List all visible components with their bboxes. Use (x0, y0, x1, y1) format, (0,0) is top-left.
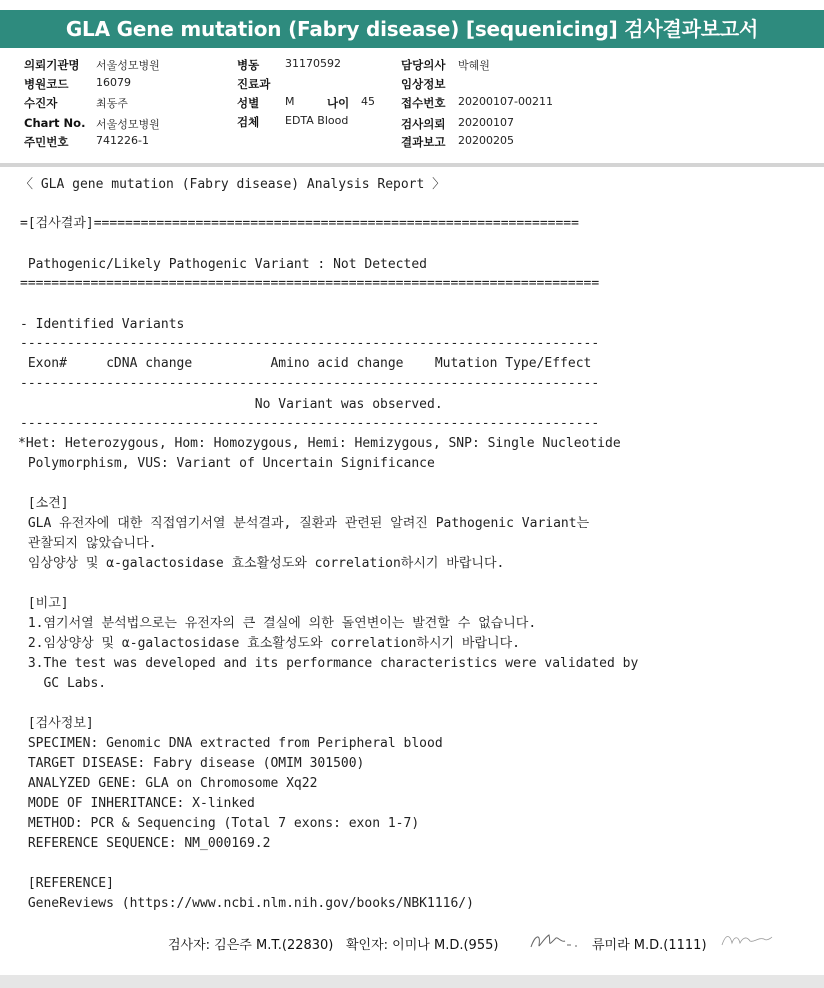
report-title: GLA Gene mutation (Fabry disease) [sequenicing] 검사결과보고서 (0, 10, 824, 48)
request-date-label: 검사의뢰 (401, 117, 446, 131)
institution-value: 서울성모병원 (96, 59, 160, 72)
chart-no-value: 서울성모병원 (96, 118, 160, 131)
ward-label: 병동 (237, 58, 260, 72)
test-info-item: ANALYZED GENE: GLA on Chromosome Xq22 (20, 776, 318, 791)
signature-scribble-1 (527, 929, 583, 953)
age-label: 나이 (327, 96, 350, 110)
confirmer-text: 확인자: 이미나 M.D.(955) (346, 938, 499, 953)
opinion-text: GLA 유전자에 대한 직접염기서열 분석결과, 질환과 관련된 알려진 Pathogenic Variant는 (20, 516, 590, 531)
hospital-code-label: 병원코드 (24, 77, 69, 91)
patient-name-value: 최동주 (96, 97, 128, 110)
signature-scribble-2 (718, 929, 774, 951)
abbreviation-note: *Het: Heterozygous, Hom: Homozygous, Hemi: Hemizygous, SNP: Single Nucleotide (18, 436, 621, 451)
report-date-label: 결과보고 (401, 135, 446, 149)
result-section-header: =[검사결과]============================================================== (20, 216, 579, 231)
clinical-info-label: 임상정보 (401, 77, 446, 91)
request-date-value: 20200107 (458, 116, 514, 129)
separator-line: -------------------------------------------------------------------------- (20, 376, 600, 391)
opinion-heading: [소견] (20, 496, 69, 511)
remark-item-cont: GC Labs. (20, 676, 107, 691)
physician-label: 담당의사 (401, 58, 446, 72)
examiner-text: 검사자: 김은주 M.T.(22830) (168, 938, 334, 953)
accession-no-label: 접수번호 (401, 96, 446, 110)
bottom-bar (0, 975, 824, 988)
sex-label: 성별 (237, 96, 260, 110)
second-confirmer-text: 류미라 M.D.(1111) (592, 938, 707, 953)
remark-item: 2.임상양상 및 α-galactosidase 효소활성도와 correlation하시기 바랍니다. (20, 636, 520, 651)
opinion-text: 임상양상 및 α-galactosidase 효소활성도와 correlation하시기 바랍니다. (20, 556, 505, 571)
reference-link: GeneReviews (https://www.ncbi.nlm.nih.gov/books/NBK1116/) (20, 896, 474, 911)
ward-value: 31170592 (285, 57, 341, 70)
remark-item: 1.염기서열 분석법으로는 유전자의 큰 결실에 의한 돌연변이는 발견할 수 없습니다. (20, 616, 537, 631)
separator-line: -------------------------------------------------------------------------- (20, 336, 600, 351)
opinion-text: 관찰되지 않았습니다. (20, 536, 157, 551)
remarks-heading: [비고] (20, 596, 69, 611)
separator-line: ========================================================================== (20, 276, 600, 291)
no-variant-message: No Variant was observed. (20, 397, 443, 412)
test-info-item: TARGET DISEASE: Fabry disease (OMIM 301500) (20, 756, 365, 771)
institution-label: 의뢰기관명 (24, 58, 80, 72)
department-label: 진료과 (237, 77, 271, 91)
test-info-item: SPECIMEN: Genomic DNA extracted from Peripheral blood (20, 736, 443, 751)
specimen-value: EDTA Blood (285, 114, 349, 127)
abbreviation-note-cont: Polymorphism, VUS: Variant of Uncertain Significance (20, 456, 435, 471)
report-heading: 〈 GLA gene mutation (Fabry disease) Analysis Report 〉 (20, 177, 446, 192)
remark-item: 3.The test was developed and its performance characteristics were validated by (20, 656, 639, 671)
chart-no-label: Chart No. (24, 116, 86, 130)
signature-row (0, 928, 824, 956)
patient-name-label: 수진자 (24, 96, 58, 110)
test-info-item: METHOD: PCR & Sequencing (Total 7 exons: exon 1-7) (20, 816, 420, 831)
patient-info-panel (0, 56, 824, 160)
report-date-value: 20200205 (458, 134, 514, 147)
test-info-heading: [검사정보] (20, 716, 94, 731)
specimen-label: 검체 (237, 115, 260, 129)
accession-no-value: 20200107-00211 (458, 95, 553, 108)
variants-heading: - Identified Variants (20, 317, 185, 332)
resident-no-label: 주민번호 (24, 135, 69, 149)
hospital-code-value: 16079 (96, 76, 131, 89)
test-info-item: MODE OF INHERITANCE: X-linked (20, 796, 255, 811)
report-body (0, 167, 824, 972)
sex-value: M (285, 95, 295, 108)
physician-value: 박혜원 (458, 59, 490, 72)
test-info-item: REFERENCE SEQUENCE: NM_000169.2 (20, 836, 271, 851)
reference-heading: [REFERENCE] (20, 876, 114, 891)
separator-line: -------------------------------------------------------------------------- (20, 416, 600, 431)
resident-no-value: 741226-1 (96, 134, 149, 147)
result-summary: Pathogenic/Likely Pathogenic Variant : Not Detected (20, 257, 427, 272)
age-value: 45 (361, 95, 375, 108)
variant-table-header: Exon# cDNA change Amino acid change Mutation Type/Effect (20, 356, 592, 371)
